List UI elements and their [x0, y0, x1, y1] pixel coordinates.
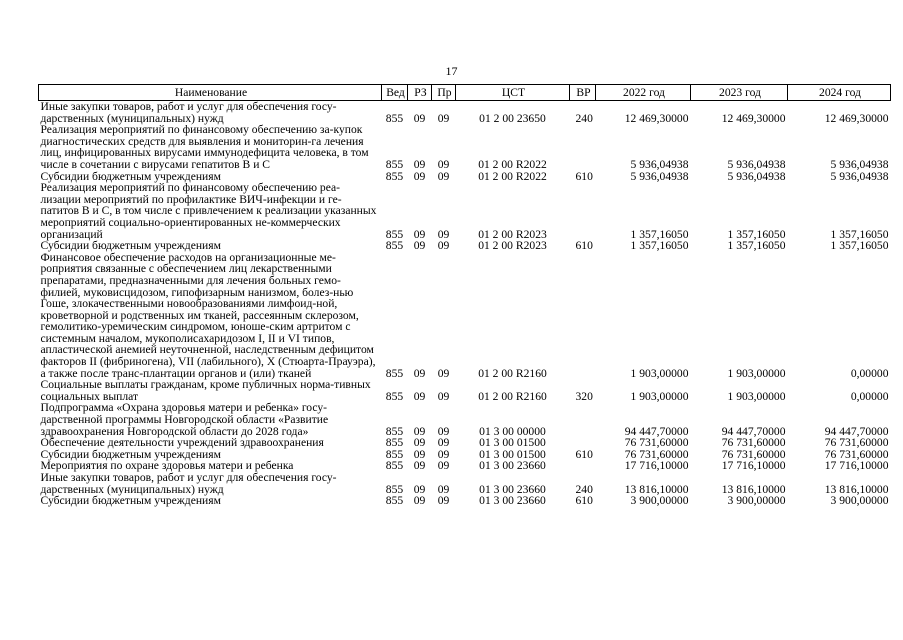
row-2023: 1 903,00000	[727, 389, 786, 403]
row-2022: 12 469,30000	[624, 111, 689, 125]
row-cst: 01 2 00 R2160	[478, 389, 547, 403]
row-pr: 09	[437, 239, 450, 253]
row-pr: 09	[437, 424, 450, 438]
row-rz: 09	[413, 157, 426, 171]
row-name: Субсидии бюджетным учреждениям	[40, 447, 221, 461]
row-cst: 01 2 00 R2023	[478, 227, 547, 241]
row-name: Субсидии бюджетным учреждениям	[40, 494, 221, 508]
row-cst: 01 2 00 R2022	[478, 169, 547, 183]
row-name: Финансовое обеспечение расходов на организационные ме-роприятия связанные с обеспечением лиц лекарственными препаратами, предназначенными для лечения больных гемо-филией, муковисцидозом, гипофизарным нанизмом, болез-нью Гоше, злокачественными новообразованиями лимфоид-ной, кроветворной и родственных им тканей, рассеянным склерозом, гемолитико-уремическим синдромом, юноше-ским артритом с системным началом, мукополисахаридозом I, II и VI типов, апластической анемией неуточненной, наследственным дефицитом факторов II (фибриногена), VII (лабильного), X (Стюарта-Прауэра), а также после транс-плантации органов и (или) тканей	[40, 250, 376, 380]
row-name: Иные закупки товаров, работ и услуг для обеспечения госу-дарственных (муниципальных) нужд	[40, 100, 337, 125]
row-ved: 855	[385, 169, 404, 183]
row-rz: 09	[413, 169, 426, 183]
row-vr: 610	[575, 239, 593, 253]
row-rz: 09	[413, 482, 426, 496]
row-2024: 13 816,10000	[824, 482, 889, 496]
row-rz: 09	[413, 366, 426, 380]
row-2022: 1 903,00000	[630, 366, 689, 380]
row-2024: 17 716,10000	[824, 459, 889, 473]
row-ved: 855	[385, 111, 404, 125]
row-vr: 610	[575, 169, 593, 183]
row-pr: 09	[437, 436, 450, 450]
row-ved: 855	[385, 239, 404, 253]
row-name: Мероприятия по охране здоровья матери и ребенка	[40, 459, 294, 473]
row-pr: 09	[437, 111, 450, 125]
row-2024: 5 936,04938	[830, 157, 889, 171]
table-row	[39, 240, 891, 252]
row-2023: 13 816,10000	[721, 482, 786, 496]
row-pr: 09	[437, 459, 450, 473]
row-vr	[570, 182, 596, 240]
row-cst: 01 3 00 23660	[479, 459, 546, 473]
row-rz: 09	[413, 447, 426, 461]
row-2023: 1 903,00000	[727, 366, 786, 380]
budget-table	[38, 84, 891, 507]
row-2022: 5 936,04938	[630, 169, 689, 183]
row-2022: 76 731,60000	[624, 436, 689, 450]
table-row	[39, 495, 891, 507]
row-2024: 76 731,60000	[824, 447, 889, 461]
header-2023: 2023 год	[691, 85, 788, 101]
row-vr: 240	[575, 482, 593, 496]
row-ved: 855	[385, 447, 404, 461]
row-cst: 01 3 00 01500	[479, 436, 546, 450]
row-ved: 855	[385, 389, 404, 403]
row-2022: 13 816,10000	[624, 482, 689, 496]
row-vr: 320	[575, 389, 593, 403]
row-pr: 09	[437, 366, 450, 380]
row-2022: 3 900,00000	[630, 494, 689, 508]
row-2024: 0,00000	[850, 389, 889, 403]
row-2023: 5 936,04938	[727, 157, 786, 171]
row-2023: 5 936,04938	[727, 169, 786, 183]
header-vr: ВР	[570, 85, 596, 101]
row-ved: 855	[385, 436, 404, 450]
row-2022: 1 357,16050	[630, 227, 689, 241]
row-name: Реализация мероприятий по финансовому обеспечению реа-лизации мероприятий по профилактике ВИЧ-инфекции и ге-патитов В и С, в том числе с привлечением к реализации указанных мероприятий социально-ориентированных не-коммерческих организаций	[40, 181, 377, 241]
table-row	[39, 124, 891, 170]
row-name: Иные закупки товаров, работ и услуг для обеспечения госу-дарственных (муниципальных) нужд	[40, 471, 337, 496]
header-pr: Пр	[432, 85, 456, 101]
row-rz: 09	[413, 494, 426, 508]
table-row	[39, 101, 891, 125]
row-rz: 09	[413, 239, 426, 253]
row-pr: 09	[437, 227, 450, 241]
row-2024: 5 936,04938	[830, 169, 889, 183]
row-ved: 855	[385, 424, 404, 438]
row-cst: 01 2 00 R2160	[478, 366, 547, 380]
table-row	[39, 402, 891, 437]
table-row	[39, 252, 891, 380]
row-rz: 09	[413, 436, 426, 450]
row-pr: 09	[437, 482, 450, 496]
row-vr	[570, 124, 596, 170]
row-2023: 1 357,16050	[727, 239, 786, 253]
row-name: Субсидии бюджетным учреждениям	[40, 169, 221, 183]
row-name: Субсидии бюджетным учреждениям	[40, 239, 221, 253]
table-header-row	[39, 85, 891, 101]
row-2022: 1 357,16050	[630, 239, 689, 253]
row-2022: 76 731,60000	[624, 447, 689, 461]
row-rz: 09	[413, 111, 426, 125]
row-2022: 1 903,00000	[630, 389, 689, 403]
header-cst: ЦСТ	[456, 85, 570, 101]
row-vr: 610	[575, 494, 593, 508]
row-2023: 1 357,16050	[727, 227, 786, 241]
row-2022: 17 716,10000	[624, 459, 689, 473]
row-pr: 09	[437, 169, 450, 183]
table-row	[39, 472, 891, 495]
row-cst: 01 3 00 00000	[479, 424, 546, 438]
row-ved: 855	[385, 459, 404, 473]
header-rz: РЗ	[408, 85, 432, 101]
row-vr	[570, 252, 596, 380]
page-number: 17	[445, 64, 458, 78]
row-cst: 01 3 00 01500	[479, 447, 546, 461]
row-cst: 01 2 00 R2022	[478, 157, 547, 171]
row-2022: 94 447,70000	[624, 424, 689, 438]
row-vr: 610	[575, 447, 593, 461]
row-2024: 76 731,60000	[824, 436, 889, 450]
row-pr: 09	[437, 389, 450, 403]
row-ved: 855	[385, 227, 404, 241]
row-ved: 855	[385, 157, 404, 171]
row-ved: 855	[385, 482, 404, 496]
header-ved: Вед	[382, 85, 408, 101]
row-ved: 855	[385, 494, 404, 508]
row-rz: 09	[413, 389, 426, 403]
row-2024: 12 469,30000	[824, 111, 889, 125]
row-pr: 09	[437, 157, 450, 171]
row-pr: 09	[437, 494, 450, 508]
header-2022: 2022 год	[596, 85, 691, 101]
row-name: Социальные выплаты гражданам, кроме публичных норма-тивных социальных выплат	[40, 378, 371, 403]
row-2023: 94 447,70000	[721, 424, 786, 438]
row-2022: 5 936,04938	[630, 157, 689, 171]
row-rz: 09	[413, 459, 426, 473]
row-vr	[570, 402, 596, 437]
row-2023: 17 716,10000	[721, 459, 786, 473]
row-2023: 76 731,60000	[721, 447, 786, 461]
row-ved: 855	[385, 366, 404, 380]
row-2023: 76 731,60000	[721, 436, 786, 450]
row-name: Подпрограмма «Охрана здоровья матери и ребенка» госу-дарственной программы Новгородской области «Развитие здравоохранения Новгородской области до 2028 года»	[40, 401, 329, 438]
row-pr: 09	[437, 447, 450, 461]
row-2024: 1 357,16050	[830, 239, 889, 253]
row-name: Обеспечение деятельности учреждений здравоохранения	[40, 436, 324, 450]
header-2024: 2024 год	[788, 85, 891, 101]
row-2023: 12 469,30000	[721, 111, 786, 125]
row-cst: 01 3 00 23660	[479, 494, 546, 508]
row-rz: 09	[413, 227, 426, 241]
row-name: Реализация мероприятий по финансовому обеспечению за-купок диагностических средств для выявления и мониторин-га лечения лиц, инфицированных вирусами иммунодефицита человека, в том числе в сочетании с вирусами гепатитов В и С	[40, 123, 369, 171]
table-row	[39, 182, 891, 240]
row-cst: 01 3 00 23660	[479, 482, 546, 496]
row-2024: 1 357,16050	[830, 227, 889, 241]
row-2024: 3 900,00000	[830, 494, 889, 508]
header-name: Наименование	[39, 85, 382, 101]
row-cst: 01 2 00 23650	[479, 111, 546, 125]
row-2023: 3 900,00000	[727, 494, 786, 508]
table-row	[39, 379, 891, 402]
row-cst: 01 2 00 R2023	[478, 239, 547, 253]
row-2024: 94 447,70000	[824, 424, 889, 438]
row-vr: 240	[575, 111, 593, 125]
row-2024: 0,00000	[850, 366, 889, 380]
row-rz: 09	[413, 424, 426, 438]
row-vr	[570, 460, 596, 472]
